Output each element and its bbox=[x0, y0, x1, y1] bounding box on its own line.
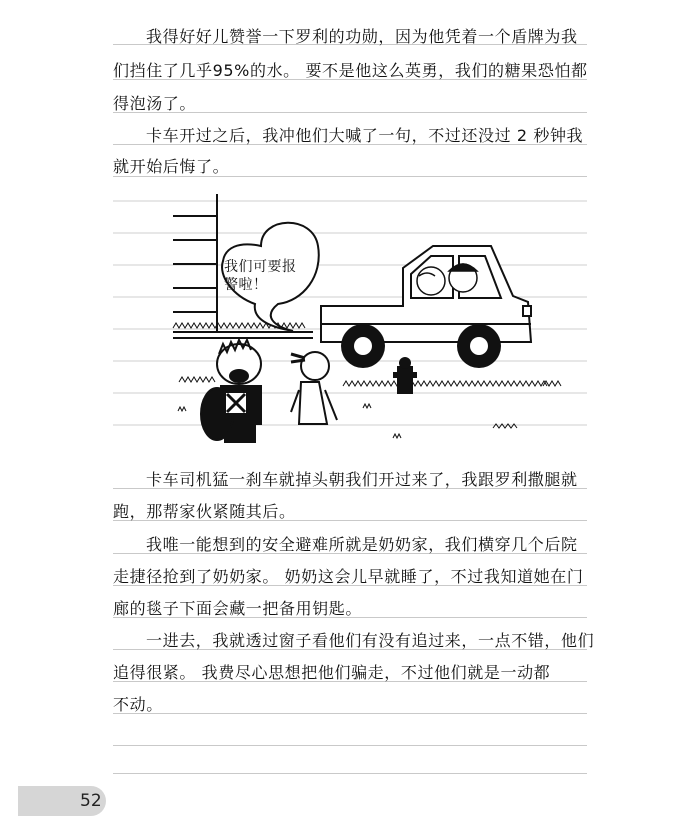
ruled-line bbox=[113, 745, 587, 746]
text-line: 我唯一能想到的安全避难所就是奶奶家，我们横穿几个后院 bbox=[146, 535, 578, 554]
text-line: 不动。 bbox=[113, 695, 163, 714]
text-line: 我得好好儿赞誉一下罗利的功勋，因为他凭着一个盾牌为我 bbox=[146, 27, 578, 46]
text-line: 廊的毯子下面会藏一把备用钥匙。 bbox=[113, 599, 363, 618]
page-number: 52 bbox=[80, 791, 102, 811]
text-line: 追得很紧。 我费尽心思想把他们骗走，不过他们就是一动都 bbox=[113, 663, 551, 682]
fire-hydrant bbox=[393, 357, 417, 394]
kid-rowley bbox=[291, 352, 337, 424]
ruled-line bbox=[113, 773, 587, 774]
kid-with-shield bbox=[201, 340, 261, 442]
text-line: 一进去，我就透过窗子看他们有没有追过来，一点不错，他们 bbox=[146, 631, 595, 650]
comic-illustration bbox=[113, 186, 587, 456]
text-line: 卡车开过之后，我冲他们大喊了一句，不过还没过 2 秒钟我 bbox=[146, 126, 584, 145]
speech-bubble-text: 我们可要报警啦！ bbox=[224, 259, 297, 293]
text-line: 卡车司机猛一刹车就掉头朝我们开过来了，我跟罗利撒腿就 bbox=[146, 470, 578, 489]
text-line: 走捷径抢到了奶奶家。 奶奶这会儿早就睡了，不过我知道她在门 bbox=[113, 567, 584, 586]
text-line: 得泡汤了。 bbox=[113, 94, 197, 113]
text-line: 们挡住了几乎95%的水。 要不是他这么英勇，我们的糖果恐怕都 bbox=[113, 61, 588, 80]
text-line: 跑，那帮家伙紧随其后。 bbox=[113, 502, 296, 521]
text-line: 就开始后悔了。 bbox=[113, 157, 230, 176]
